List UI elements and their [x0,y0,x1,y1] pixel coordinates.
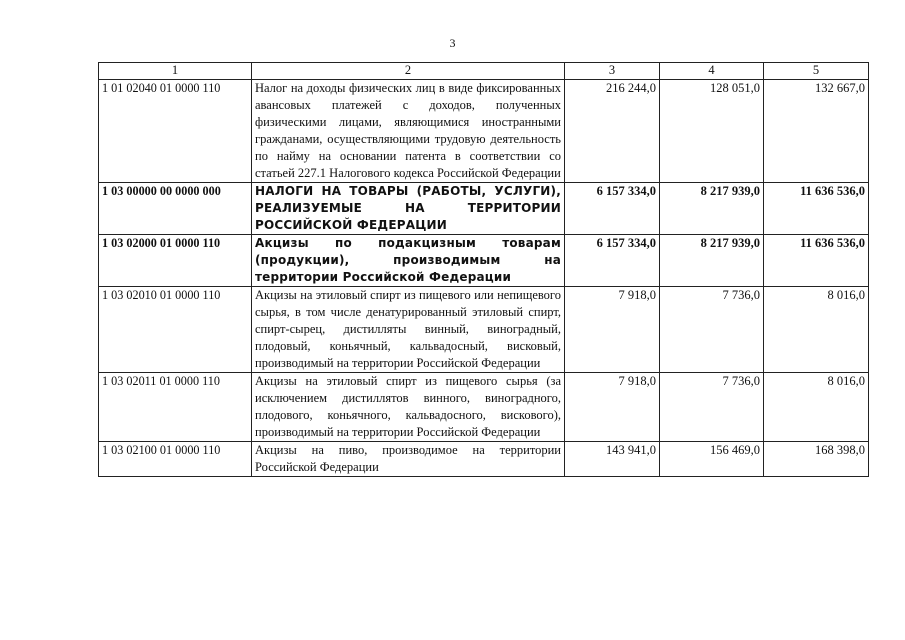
table-row [99,80,869,183]
value-col-5: 11 636 536,0 [764,183,869,235]
value-col-5: 168 398,0 [764,442,869,477]
budget-code: 1 03 02100 01 0000 110 [99,442,252,477]
value-col-3: 6 157 334,0 [565,183,660,235]
table-row [99,373,869,442]
income-name: Налог на доходы физических лиц в виде фиксированных авансовых платежей с доходов, полученных физическими лицами, являющимися иностранными гражданами, осуществляющими трудовую деятельность по найму на основании патента в соответствии со статьей 227.1 Налогового кодекса Российской Федерации [252,80,565,183]
value-col-3: 143 941,0 [565,442,660,477]
value-col-5: 8 016,0 [764,373,869,442]
header-row [99,63,869,80]
value-col-4: 8 217 939,0 [660,235,764,287]
income-name: НАЛОГИ НА ТОВАРЫ (РАБОТЫ, УСЛУГИ), РЕАЛИЗУЕМЫЕ НА ТЕРРИТОРИИ РОССИЙСКОЙ ФЕДЕРАЦИИ [252,183,565,235]
value-col-4: 156 469,0 [660,442,764,477]
income-name: Акцизы на этиловый спирт из пищевого сырья (за исключением дистиллятов винного, виноградного, плодового, коньячного, кальвадосного, вискового), производимый на территории Российской Федерации [252,373,565,442]
income-name: Акцизы на этиловый спирт из пищевого или непищевого сырья, в том числе денатурированный этиловый спирт, спирт-сырец, дистилляты винный, виноградный, плодовый, коньячный, кальвадосный, висковый, производимый на территории Российской Федерации [252,287,565,373]
table-row [99,235,869,287]
header-col-3: 3 [565,63,660,80]
table-row [99,442,869,477]
value-col-4: 7 736,0 [660,287,764,373]
budget-code: 1 03 02000 01 0000 110 [99,235,252,287]
value-col-3: 7 918,0 [565,287,660,373]
value-col-4: 7 736,0 [660,373,764,442]
budget-code: 1 01 02040 01 0000 110 [99,80,252,183]
value-col-5: 11 636 536,0 [764,235,869,287]
header-col-1: 1 [99,63,252,80]
value-col-4: 8 217 939,0 [660,183,764,235]
page-number: 3 [449,36,456,50]
budget-code: 1 03 00000 00 0000 000 [99,183,252,235]
value-col-3: 216 244,0 [565,80,660,183]
budget-table [98,62,869,477]
budget-code: 1 03 02011 01 0000 110 [99,373,252,442]
header-col-5: 5 [764,63,869,80]
table-row [99,287,869,373]
income-name: Акцизы по подакцизным товарам (продукции), производимым на территории Российской Федерации [252,235,565,287]
value-col-5: 132 667,0 [764,80,869,183]
value-col-4: 128 051,0 [660,80,764,183]
income-name: Акцизы на пиво, производимое на территории Российской Федерации [252,442,565,477]
value-col-5: 8 016,0 [764,287,869,373]
value-col-3: 7 918,0 [565,373,660,442]
table-row [99,183,869,235]
value-col-3: 6 157 334,0 [565,235,660,287]
budget-code: 1 03 02010 01 0000 110 [99,287,252,373]
header-col-2: 2 [252,63,565,80]
header-col-4: 4 [660,63,764,80]
